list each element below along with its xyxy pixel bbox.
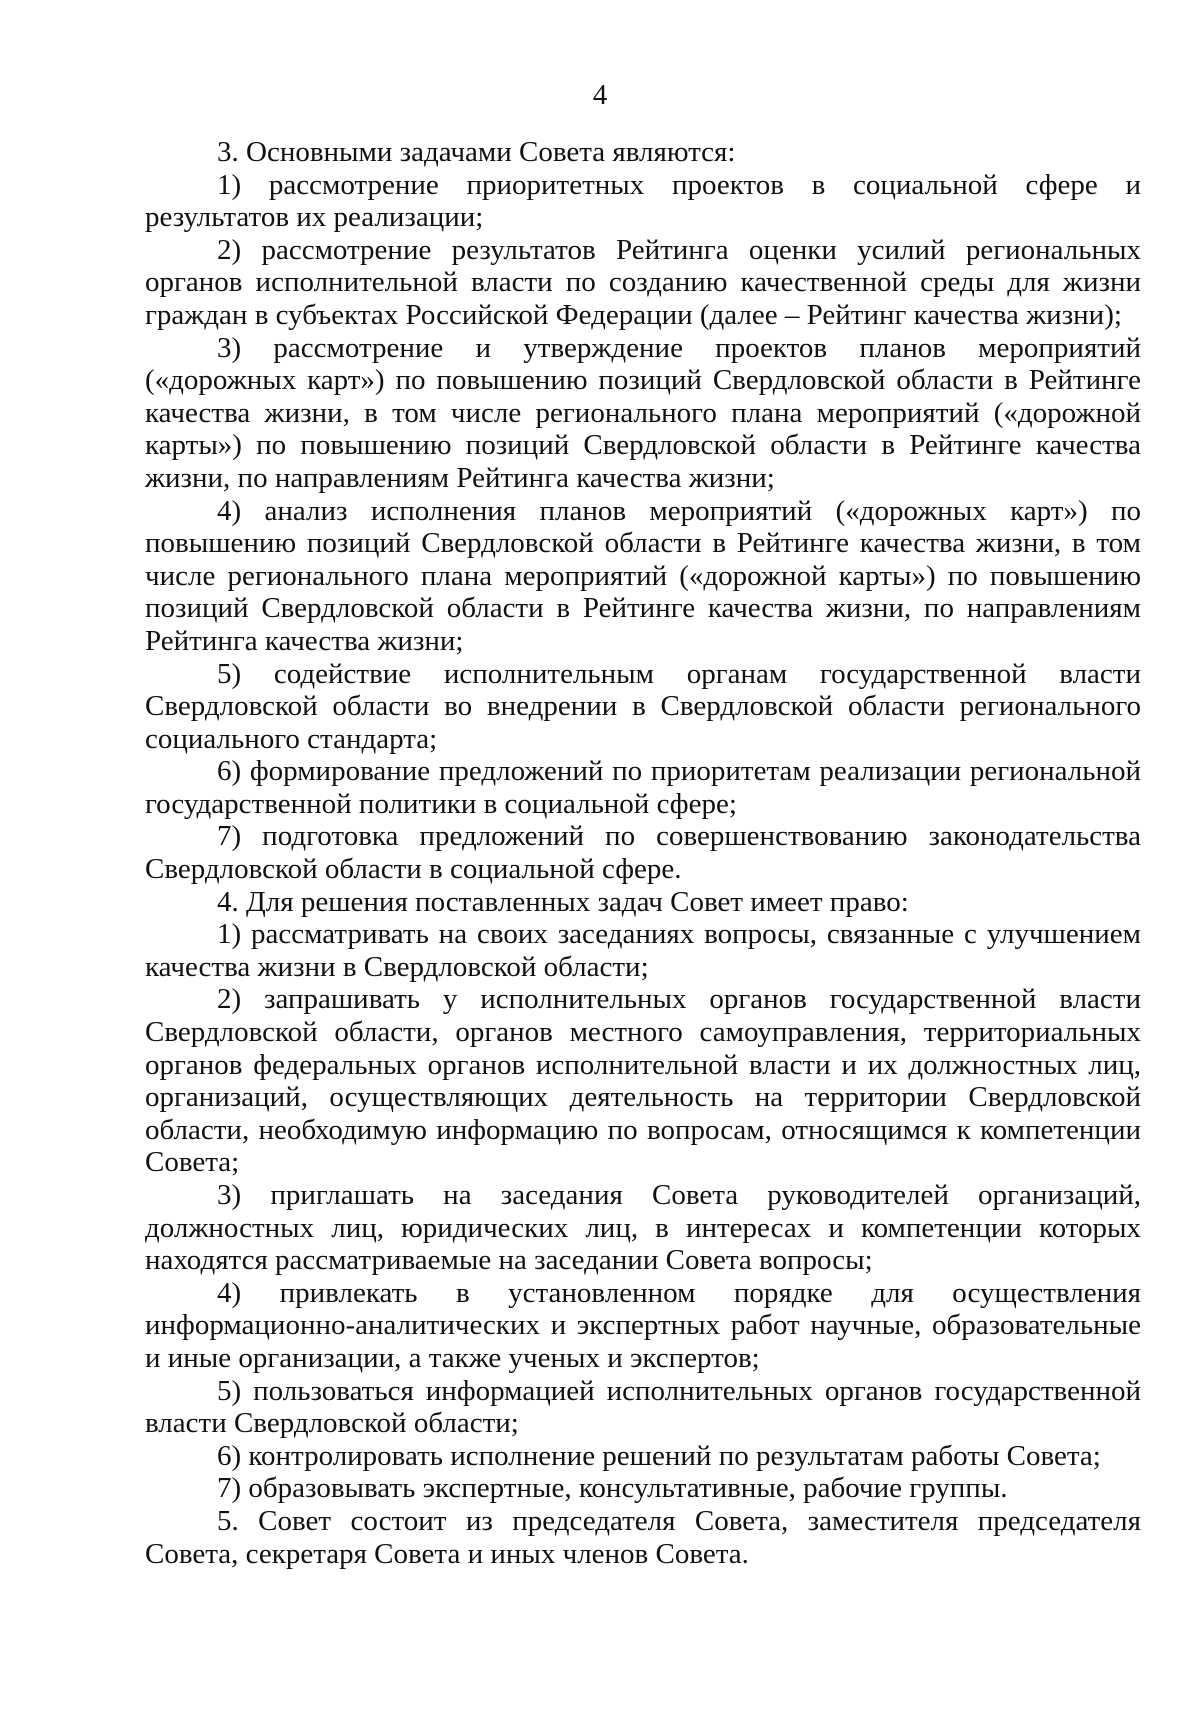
right-item-3: 3) приглашать на заседания Совета руководителей организаций, должностных лиц, юридических лиц, в интересах и компетенции которых находятся рассматриваемые на заседании Совета вопросы;	[145, 1179, 1141, 1277]
task-item-5: 5) содействие исполнительным органам государственной власти Свердловской области во внедрении в Свердловской области регионального социального стандарта;	[145, 657, 1141, 755]
section-5-text: 5. Совет состоит из председателя Совета, заместителя председателя Совета, секретаря Совета и иных членов Совета.	[145, 1504, 1141, 1570]
task-item-6: 6) формирование предложений по приоритетам реализации региональной государственной политики в социальной сфере;	[145, 755, 1141, 820]
right-item-1: 1) рассматривать на своих заседаниях вопросы, связанные с улучшением качества жизни в Свердловской области;	[145, 918, 1141, 983]
section-4-heading: 4. Для решения поставленных задач Совет имеет право:	[217, 885, 909, 918]
document-body	[145, 136, 1141, 1570]
task-item-4: 4) анализ исполнения планов мероприятий («дорожных карт») по повышению позиций Свердловской области в Рейтинге качества жизни, в том числе регионального плана мероприятий («дорожной карты») по повышению позиций Свердловской области в Рейтинге качества жизни, по направлениям Рейтинга качества жизни;	[145, 494, 1141, 657]
task-item-3: 3) рассмотрение и утверждение проектов планов мероприятий («дорожных карт») по повышению позиций Свердловской области в Рейтинге качества жизни, в том числе регионального плана мероприятий («дорожной карты») по повышению позиций Свердловской области в Рейтинге качества жизни, по направлениям Рейтинга качества жизни;	[145, 331, 1141, 494]
task-item-2: 2) рассмотрение результатов Рейтинга оценки усилий региональных органов исполнительной власти по созданию качественной среды для жизни граждан в субъектах Российской Федерации (далее – Рейтинг качества жизни);	[145, 233, 1141, 331]
right-item-4: 4) привлекать в установленном порядке для осуществления информационно-аналитических и экспертных работ научные, образовательные и иные организации, а также ученых и экспертов;	[145, 1276, 1141, 1374]
task-item-1: 1) рассмотрение приоритетных проектов в социальной сфере и результатов их реализации;	[145, 168, 1141, 234]
page-number: 4	[592, 79, 608, 111]
right-item-2: 2) запрашивать у исполнительных органов государственной власти Свердловской области, органов местного самоуправления, территориальных органов федеральных органов исполнительной власти и их должностных лиц, организаций, осуществляющих деятельность на территории Свердловской области, необходимую информацию по вопросам, относящимся к компетенции Совета;	[145, 983, 1141, 1179]
right-item-6: 6) контролировать исполнение решений по результатам работы Совета;	[217, 1439, 1101, 1472]
task-item-7: 7) подготовка предложений по совершенствованию законодательства Свердловской области в социальной сфере.	[145, 820, 1141, 886]
section-3-heading: 3. Основными задачами Совета являются:	[217, 136, 736, 168]
right-item-7: 7) образовывать экспертные, консультативные, рабочие группы.	[217, 1472, 1008, 1505]
right-item-5: 5) пользоваться информацией исполнительных органов государственной власти Свердловской области;	[145, 1374, 1141, 1440]
